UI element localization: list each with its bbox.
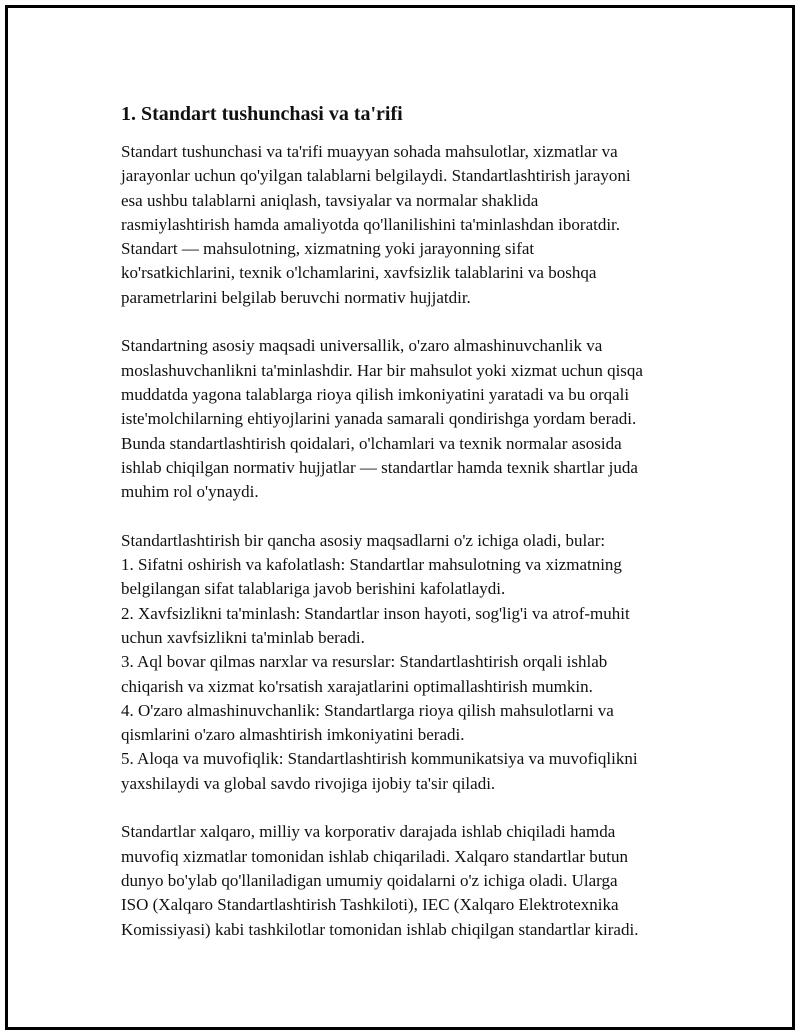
text-line: belgilangan sifat talablariga javob berishini kafolatlaydi.	[121, 579, 506, 599]
text-line: ishlab chiqilgan normativ hujjatlar — standartlar hamda texnik shartlar juda	[121, 457, 638, 477]
paragraph-gap	[121, 796, 721, 820]
paragraph	[121, 820, 721, 941]
text-line: Standartlashtirish bir qancha asosiy maqsadlarni o'z ichiga oladi, bular:	[121, 530, 606, 550]
text-line: muvofiq xizmatlar tomonidan ishlab chiqariladi. Xalqaro standartlar butun	[121, 846, 629, 866]
text-line: Bunda standartlashtirish qoidalari, o'lchamlari va texnik normalar asosida	[121, 433, 622, 453]
section-heading: 1. Standart tushunchasi va ta'rifi	[121, 103, 403, 125]
text-line: iste'molchilarning ehtiyojlarini yanada samarali qondirishga yordam beradi.	[121, 409, 637, 429]
text-line: 2. Xavfsizlikni ta'minlash: Standartlar inson hayoti, sog'lig'i va atrof-muhit	[121, 603, 630, 623]
paragraph	[121, 334, 721, 504]
text-line: esa ushbu talablarni aniqlash, tavsiyalar va normalar shaklida	[121, 190, 539, 210]
text-line: chiqarish va xizmat ko'rsatish xarajatlarini optimallashtirish mumkin.	[121, 676, 593, 696]
paragraph	[121, 529, 721, 796]
text-line: Standartning asosiy maqsadi universallik, o'zaro almashinuvchanlik va	[121, 336, 603, 356]
text-line: parametrlarini belgilab beruvchi normativ hujjatdir.	[121, 287, 471, 307]
paragraph-gap	[121, 310, 721, 334]
text-line: muhim rol o'ynaydi.	[121, 482, 259, 502]
paragraph	[121, 140, 721, 310]
text-line: 5. Aloqa va muvofiqlik: Standartlashtirish kommunikatsiya va muvofiqlikni	[121, 749, 638, 769]
text-line: Standart — mahsulotning, xizmatning yoki jarayonning sifat	[121, 239, 535, 259]
text-line: rasmiylashtirish hamda amaliyotda qo'llanilishini ta'minlashdan iboratdir.	[121, 214, 621, 234]
text-line: jarayonlar uchun qo'yilgan talablarni belgilaydi. Standartlashtirish jarayoni	[121, 166, 631, 186]
text-line: qismlarini o'zaro almashtirish imkoniyatini beradi.	[121, 725, 465, 745]
text-line: Standart tushunchasi va ta'rifi muayyan sohada mahsulotlar, xizmatlar va	[121, 142, 618, 161]
text-line: yaxshilaydi va global savdo rivojiga ijobiy ta'sir qiladi.	[121, 773, 496, 793]
text-line: dunyo bo'ylab qo'llaniladigan umumiy qoidalarni o'z ichiga oladi. Ularga	[121, 870, 618, 890]
page-frame	[5, 5, 795, 1030]
text-line: 3. Aql bovar qilmas narxlar va resurslar: Standartlashtirish orqali ishlab	[121, 652, 608, 672]
text-line: muddatda yagona talablarga rioya qilish imkoniyatini yaratadi va bu orqali	[121, 384, 630, 404]
paragraph-list	[121, 140, 721, 942]
document-body	[121, 100, 721, 942]
text-line: 4. O'zaro almashinuvchanlik: Standartlarga rioya qilish mahsulotlarni va	[121, 700, 614, 720]
text-line: Standartlar xalqaro, milliy va korporativ darajada ishlab chiqiladi hamda	[121, 822, 616, 842]
text-line: ISO (Xalqaro Standartlashtirish Tashkiloti), IEC (Xalqaro Elektrotexnika	[121, 895, 619, 915]
text-line: moslashuvchanlikni ta'minlashdir. Har bir mahsulot yoki xizmat uchun qisqa	[121, 360, 643, 380]
text-line: uchun xavfsizlikni ta'minlab beradi.	[121, 627, 365, 647]
text-line: ko'rsatkichlarini, texnik o'lchamlarini, xavfsizlik talablarini va boshqa	[121, 263, 597, 283]
paragraph-gap	[121, 504, 721, 528]
text-line: 1. Sifatni oshirish va kafolatlash: Standartlar mahsulotning va xizmatning	[121, 555, 622, 575]
text-line: Komissiyasi) kabi tashkilotlar tomonidan ishlab chiqilgan standartlar kiradi.	[121, 919, 639, 939]
